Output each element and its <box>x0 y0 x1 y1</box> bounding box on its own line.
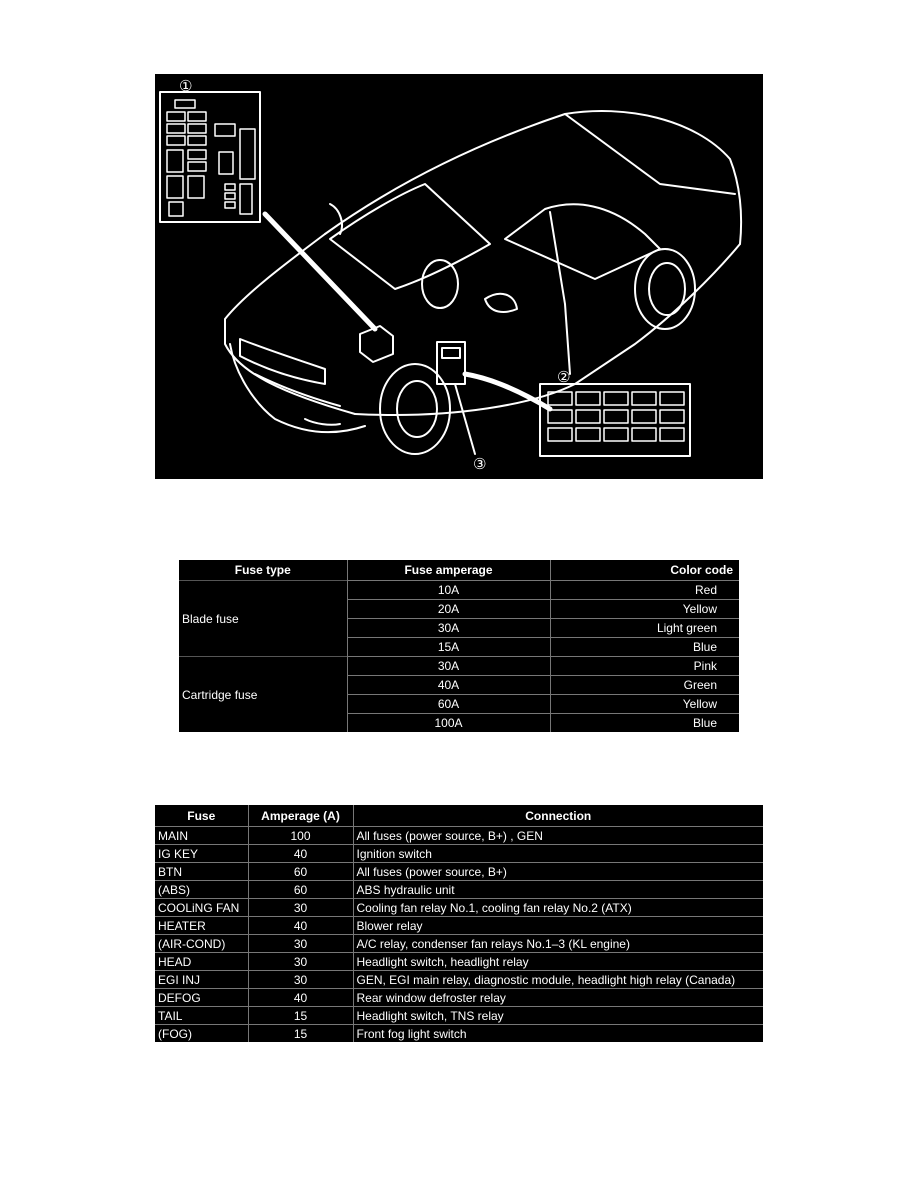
fuse-name-cell: TAIL <box>155 1007 248 1025</box>
connection-cell: Headlight switch, headlight relay <box>353 953 763 971</box>
connection-cell: Front fog light switch <box>353 1025 763 1043</box>
table-row <box>155 935 763 953</box>
fuse-name-cell: HEAD <box>155 953 248 971</box>
car-roof-outline <box>325 111 741 244</box>
amperage-cell: 10A <box>347 581 550 600</box>
color-cell: Yellow <box>550 695 739 714</box>
connection-cell: Headlight switch, TNS relay <box>353 1007 763 1025</box>
fuse-type-table <box>179 560 739 732</box>
amperage-cell: 20A <box>347 600 550 619</box>
table-row <box>155 953 763 971</box>
callout-3: ③ <box>473 455 487 473</box>
header-fuse-type: Fuse type <box>234 563 291 577</box>
color-cell: Red <box>550 581 739 600</box>
amperage-cell: 30 <box>248 899 353 917</box>
amperage-cell: 100A <box>347 714 550 733</box>
car-door-line <box>550 212 570 374</box>
fuse-name-cell: DEFOG <box>155 989 248 1007</box>
amperage-cell: 60A <box>347 695 550 714</box>
amperage-cell: 60 <box>248 881 353 899</box>
callout-1: ① <box>179 77 193 95</box>
header-fuse: Fuse <box>187 808 216 823</box>
engine-fuse-box <box>360 326 393 362</box>
table-row <box>155 1007 763 1025</box>
table-header-row <box>155 805 763 827</box>
fuse-name-cell: IG KEY <box>155 845 248 863</box>
connection-cell: Cooling fan relay No.1, cooling fan relay No.2 (ATX) <box>353 899 763 917</box>
table-row <box>179 581 739 600</box>
table-row <box>155 1025 763 1043</box>
connection-cell: ABS hydraulic unit <box>353 881 763 899</box>
amperage-cell: 40 <box>248 917 353 935</box>
callout-2: ② <box>557 368 571 386</box>
fuse-type-cell: Cartridge fuse <box>179 657 347 733</box>
connection-cell: All fuses (power source, B+) , GEN <box>353 827 763 845</box>
fuse-name-cell: (ABS) <box>155 881 248 899</box>
fuse-name-cell: (AIR-COND) <box>155 935 248 953</box>
connection-cell: Blower relay <box>353 917 763 935</box>
table-row <box>155 899 763 917</box>
table-row <box>155 845 763 863</box>
fuse-name-cell: MAIN <box>155 827 248 845</box>
front-wheel-hub <box>397 381 437 437</box>
header-color-code: Color code <box>550 560 739 581</box>
fuse-location-illustration <box>155 74 763 479</box>
car-front-bumper <box>230 344 365 432</box>
table-row <box>155 989 763 1007</box>
car-side-line <box>355 244 740 415</box>
fuse-name-cell: COOLiNG FAN <box>155 899 248 917</box>
connection-cell: A/C relay, condenser fan relays No.1–3 (KL engine) <box>353 935 763 953</box>
car-headlight <box>240 339 325 384</box>
amperage-cell: 15 <box>248 1007 353 1025</box>
fuse-name-cell: (FOG) <box>155 1025 248 1043</box>
amperage-cell: 15A <box>347 638 550 657</box>
connection-cell: Ignition switch <box>353 845 763 863</box>
fuse-panel-2 <box>540 384 690 456</box>
header-amperage: Amperage (A) <box>248 805 353 827</box>
car-windshield <box>330 184 490 289</box>
header-fuse-amperage: Fuse amperage <box>347 560 550 581</box>
table-header-row <box>179 560 739 581</box>
color-cell: Light green <box>550 619 739 638</box>
amperage-cell: 60 <box>248 863 353 881</box>
color-cell: Green <box>550 676 739 695</box>
table-row <box>155 971 763 989</box>
fuse-name-cell: BTN <box>155 863 248 881</box>
table-row <box>155 917 763 935</box>
connection-cell: Rear window defroster relay <box>353 989 763 1007</box>
amperage-cell: 40 <box>248 845 353 863</box>
amperage-cell: 30 <box>248 971 353 989</box>
table-row <box>155 863 763 881</box>
connection-cell: GEN, EGI main relay, diagnostic module, headlight high relay (Canada) <box>353 971 763 989</box>
amperage-cell: 30 <box>248 935 353 953</box>
table-row <box>155 881 763 899</box>
fuse-type-cell: Blade fuse <box>179 581 347 657</box>
color-cell: Blue <box>550 714 739 733</box>
car-fog-light <box>305 419 340 425</box>
amperage-cell: 40A <box>347 676 550 695</box>
rear-wheel-hub <box>649 263 685 315</box>
front-wheel <box>380 364 450 454</box>
fuse-name-cell: HEATER <box>155 917 248 935</box>
amperage-cell: 30 <box>248 953 353 971</box>
color-cell: Pink <box>550 657 739 676</box>
car-side-window <box>505 204 660 279</box>
header-connection: Connection <box>353 805 763 827</box>
fuse-name-cell: EGI INJ <box>155 971 248 989</box>
table-row <box>179 657 739 676</box>
car-rear-deck <box>565 114 735 194</box>
color-cell: Blue <box>550 638 739 657</box>
table-row <box>155 827 763 845</box>
amperage-cell: 15 <box>248 1025 353 1043</box>
amperage-cell: 100 <box>248 827 353 845</box>
car-hood <box>225 234 355 414</box>
amperage-cell: 40 <box>248 989 353 1007</box>
amperage-cell: 30A <box>347 657 550 676</box>
amperage-cell: 30A <box>347 619 550 638</box>
fuse-list-table <box>155 805 763 1042</box>
connection-cell: All fuses (power source, B+) <box>353 863 763 881</box>
color-cell: Yellow <box>550 600 739 619</box>
